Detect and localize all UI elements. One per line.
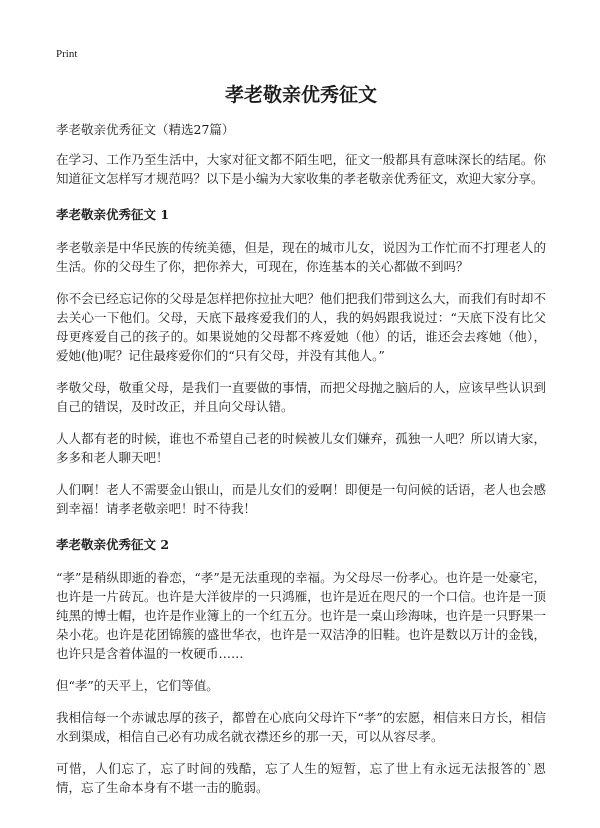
page-title: 孝老敬亲优秀征文 — [224, 84, 377, 106]
article-body — [56, 150, 546, 810]
paragraph: 人们啊！老人不需要金山银山，而是儿女们的爱啊！即便是一句问候的话语，老人也会感到幸福！请孝老敬亲吧！时不待我！ — [56, 482, 546, 516]
paragraph: 孝老敬亲是中华民族的传统美德，但是，现在的城市儿女，说因为工作忙而不打理老人的生活。你的父母生了你，把你养大，可现在，你连基本的关心都做不到吗？ — [56, 240, 546, 274]
document-subtitle: 孝老敬亲优秀征文（精选27篇） — [56, 122, 235, 137]
section-heading-1: 孝老敬亲优秀征文 1 — [56, 207, 170, 222]
section-heading-2: 孝老敬亲优秀征文 2 — [56, 537, 170, 552]
paragraph: “孝”是稍纵即逝的眷恋，“孝”是无法重现的幸福。为父母尽一份孝心。也许是一处豪宅，也许是一片砖瓦。也许是大洋彼岸的一只鸿雁，也许是近在咫尺的一个口信。也许是一顶纯黑的博士帽，也许是作业簿上的一个红五分。也许是一桌山珍海味，也许是一只野果一朵小花。也许是花团锦簇的盛世华衣，也许是一双洁净的旧鞋。也许是数以万计的金钱，也许只是含着体温的一枚硬币…… — [56, 570, 546, 661]
paragraph: 人人都有老的时候，谁也不希望自己老的时候被儿女们嫌弃，孤独一人吧？所以请大家，多多和老人聊天吧！ — [56, 431, 546, 465]
intro-paragraph: 在学习、工作乃至生活中，大家对征文都不陌生吧，征文一般都具有意味深长的结尾。你知道征文怎样写才规范吗？以下是小编为大家收集的孝老敬亲优秀征文，欢迎大家分享。 — [56, 152, 546, 186]
print-link[interactable]: Print — [56, 48, 78, 60]
paragraph: 孝敬父母，敬重父母，是我们一直要做的事情，而把父母抛之脑后的人，应该早些认识到自己的错误，及时改正，并且向父母认错。 — [56, 380, 546, 414]
paragraph: 可惜，人们忘了，忘了时间的残酷，忘了人生的短暂，忘了世上有永远无法报答的`恩情，忘了生命本身有不堪一击的脆弱。 — [56, 761, 546, 795]
paragraph: 你不会已经忘记你的父母是怎样把你拉扯大吧？他们把我们带到这么大，而我们有时却不去关心一下他们。父母，天底下最疼爱我们的人，我的妈妈跟我说过：“天底下没有比父母更疼爱自己的孩子的。如果说她的父母都不疼爱她（他）的话，谁还会去疼她（他），爱她(他)呢？记住最疼爱你们的“只有父母，并没有其他人。” — [56, 291, 546, 363]
paragraph: 但“孝”的天平上，它们等值。 — [56, 678, 219, 693]
paragraph: 我相信每一个赤诚忠厚的孩子，都曾在心底向父母许下“孝”的宏愿，相信来日方长，相信水到渠成，相信自己必有功成名就衣襟还乡的那一天，可以从容尽孝。 — [56, 710, 546, 744]
